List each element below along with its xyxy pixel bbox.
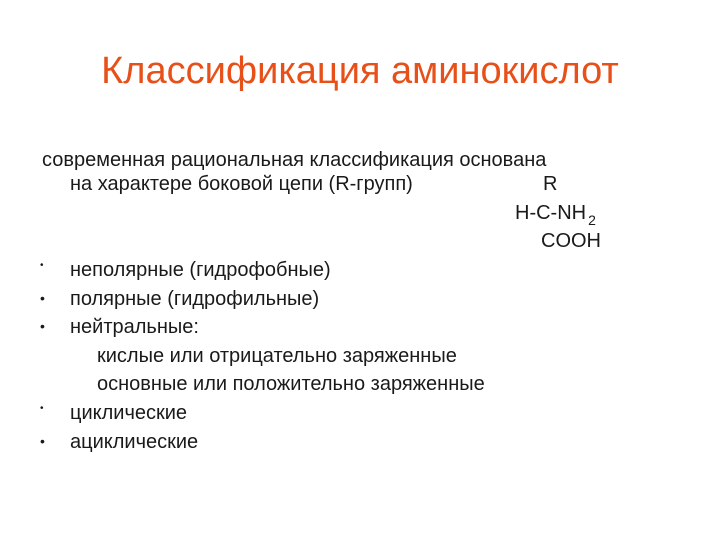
- list-item-neutral: [40, 315, 199, 340]
- list-item-nonpolar: [40, 258, 331, 283]
- list-item-polar: [40, 287, 319, 312]
- formula-main: H-C-NH: [515, 202, 587, 224]
- sub-item-acidic: кислые или отрицательно заряженные: [97, 345, 457, 367]
- formula-r-group: R: [543, 173, 558, 195]
- bullet-icon: •: [40, 259, 44, 271]
- intro-line-1: современная рациональная классификация основана: [42, 149, 547, 171]
- list-item-label: нейтральные:: [70, 316, 199, 338]
- formula-carboxyl: COOH: [541, 230, 601, 252]
- formula-amino-carbon: [515, 201, 596, 226]
- list-item-acyclic: [40, 430, 198, 455]
- bullet-icon: •: [40, 289, 45, 306]
- sub-item-basic: основные или положительно заряженные: [97, 373, 485, 395]
- list-item-label: полярные (гидрофильные): [70, 288, 320, 310]
- intro-line-2: на характере боковой цепи (R-групп): [70, 173, 413, 195]
- bullet-icon: •: [40, 402, 44, 414]
- formula-subscript: 2: [588, 212, 596, 228]
- bullet-icon: •: [40, 432, 45, 449]
- list-item-cyclic: [40, 401, 187, 426]
- bullet-icon: •: [40, 317, 45, 334]
- list-item-label: циклические: [70, 402, 188, 424]
- list-item-label: ациклические: [70, 431, 199, 453]
- slide-title: Классификация аминокислот: [101, 50, 619, 92]
- list-item-label: неполярные (гидрофобные): [70, 259, 331, 281]
